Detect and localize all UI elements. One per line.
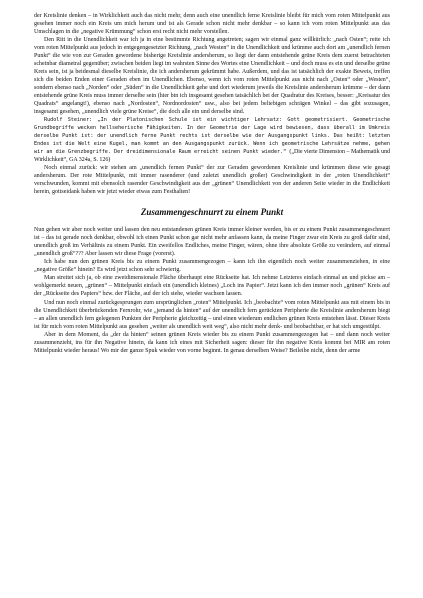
paragraph: Und nun noch einmal zurückgesprungen zum ursprünglichen „roten“ Mittelpunkt. Ich „beobachte“ vom roten Mittelpunkt aus mit einem bis in die Unendlichkeit überbrückenden Fernrohr, wie „jemand da hinten“ auf der unendlich fern gerückten Peripherie die Kreislinie andersherum biegt – an allen unendlich fern gelegenen Punkten der Peripherie gleichzeitig – und einen wiederum endlichen grünen Kreis entstehen lässt. Dieser Kreis ist für mich vom roten Mittelpunkt aus gesehen „weiter als unendlich weit weg“, also nicht mehr denk- und beobachtbar, er hat sich umgestülpt. [34,299,390,330]
paragraph: der Kreislinie denken – in Wirklichkeit auch das nicht mehr, denn auch eine unendlich ferne Kreislinie bleibt für mich vom roten Mittelpunkt aus gesehen immer noch ein Kreis um mich herum und ist als Gerade schon nicht mehr denkbar – so kann ich vom roten Mittelpunkt aus das Umschlagen in die „negative Krümmung“ schon erst recht nicht mehr vorstellen. [34,13,390,36]
paragraph: Ich habe nun den grünen Kreis bis zu einem Punkt zusammengezogen – kann ich ihn eigentlich noch weiter zusammenziehen, in eine „negative Größe“ hinein? Es wird jetzt schon sehr schwierig. [34,259,390,274]
steiner-quote [34,116,390,164]
paragraph: Aber in dem Moment, da „der da hinten“ seinen grünen Kreis wieder bis zu einem Punkt zusammengezogen hat – und dann noch weiter zusammenzieht, ins für ihn Negative hinein, da kann ich eines mit Sicherheit sagen: dieser für ihn negative Kreis kommt bei MIR am roten Mittelpunkt wieder heraus! Wo mir der ganze Spuk wieder von vorne beginnt. In genau derselben Weise? Beileibe nicht, denn der arme [34,331,390,354]
quote-text: Rudolf Steiner: „In der Platonischen Schule ist ein wichtiger Lehrsatz: Gott geometrisiert. Geometrische Grundbegriffe wecken hellseherische Fähigkeiten. In der Geometrie der Lage wird bewiesen, dass überall im Umkreis derselbe Punkt ist: der unendlich ferne Punkt rechts ist derselbe wie der Ausgangspunkt links. Das heißt: letzten Endes ist die Welt eine Kugel, man kommt an den Ausgangspunkt zurück. Wenn ich geometrische Lehrsätze nehme, gehen wir an die Grenzbegriffe. Der dreidimensionale Raum erreicht seinen Punkt wieder.“ [34,117,390,156]
section-heading: Zusammengeschnurrt zu einem Punkt [140,207,284,218]
quote-reference: („Die vierte Dimension – Mathematik und Wirklichkeit“, GA 324a, S. 126) [34,149,391,164]
paragraph: Man streitet sich ja, ob eine zweidimensionale Fläche überhaupt eine Rückseite hat. Ich nehme Letzteres einfach einmal an und pickse am – wohlgemerkt neuen, „grünen“ – Mittelpunkt einfach ein (unendlich kleines) „Loch ins Papier“. Jetzt kann ich den immer noch „grünen“ Kreis auf der „Rückseite des Papiers“ bzw. der Fläche, auf der ich stehe, wieder wachsen lassen. [34,275,390,298]
paragraph: Den Ritt in die Unendlichkeit war ich ja in eine bestimmte Richtung angetreten; sagen wir einmal ganz willkürlich: „nach Osten“; reite ich vom roten Mittelpunkt aus jedoch in entgegengesetzter Richtung, „nach Westen“ in die Unendlichkeit und krümme auch dort am „unendlich fernen Punkt“ die wie von zur Geraden gewordene bisherige Kreislinie andersherum, so liegt der dann entstehende grüne Kreis dem zuerst betrachteten scheinbar diametral gegenüber; zwischen beiden liegt im wahrsten Sinne des Wortes eine Unendlichkeit – und doch muss es ein und derselbe grüne Kreis sein, ist ja beidesmal dieselbe Kreislinie, die ich andersherum gekrümmt habe. Außerdem, und das ist tatsächlich der exakte Beweis, treffen sich die beiden Enden einer Geraden eben im Unendlichen. Ebenso, wenn ich vom roten Mittelpunkt aus nicht nach „Osten“ oder „Westen“, sondern ebenso nach „Norden“ oder „Süden“ in die Unendlichkeit gehe und dort wiederum jeweils die Kreislinie andersherum krümme – der dann entstehende grüne Kreis muss immer derselbe sein (hier bin ich insgesamt gesehen tatsächlich bei der Quadratur des Kreises, besser: „Kreisatur des Quadrats“ angelangt!), ebenso nach „Nordosten“, Nordnordosten“ usw., also bei jedem beliebigen schrägen Winkel – das gibt sozusagen, insgesamt gesehen, „unendlich viele grüne Kreise“, die doch alle ein und derselbe sind. [34,37,390,116]
paragraph: Nun gehen wir aber noch weiter und lassen den neu entstandenen grünen Kreis immer kleiner werden, bis er zu einem Punkt zusammengeschnurrt ist – das ist gerade noch denkbar, obwohl ich einen Punkt schon gar nicht mehr anfassen kann, da meine Finger zwar ein Kreis zu groß dafür sind, unendlich groß im Verhältnis zu einem Punkt. Ein zweifellos Endliches, meine Finger, wären, ohne ihre absolute Größe zu verändern, auf einmal „unendlich groß“??? Aber lassen wir diese Frage (vorerst). [34,227,390,258]
document-page [34,12,390,355]
paragraph: Noch einmal zurück: wir stehen am „unendlich fernen Punkt“ der zur Geraden gewordenen Kreislinie und krümmen diese wie gesagt andersherum. Der rote Mittelpunkt, mit immer rasenderer (und zuletzt unendlich großer) Geschwindigkeit in der „roten Unendlichkeit“ verschwunden, kommt mit ebensolch rasender Geschwindigkeit aus der „grünen“ Unendlichkeit von der anderen Seite wieder in die Endlichkeit herein, gottseidank haben wir jetzt wieder etwas zum Festhalten! [34,165,390,196]
